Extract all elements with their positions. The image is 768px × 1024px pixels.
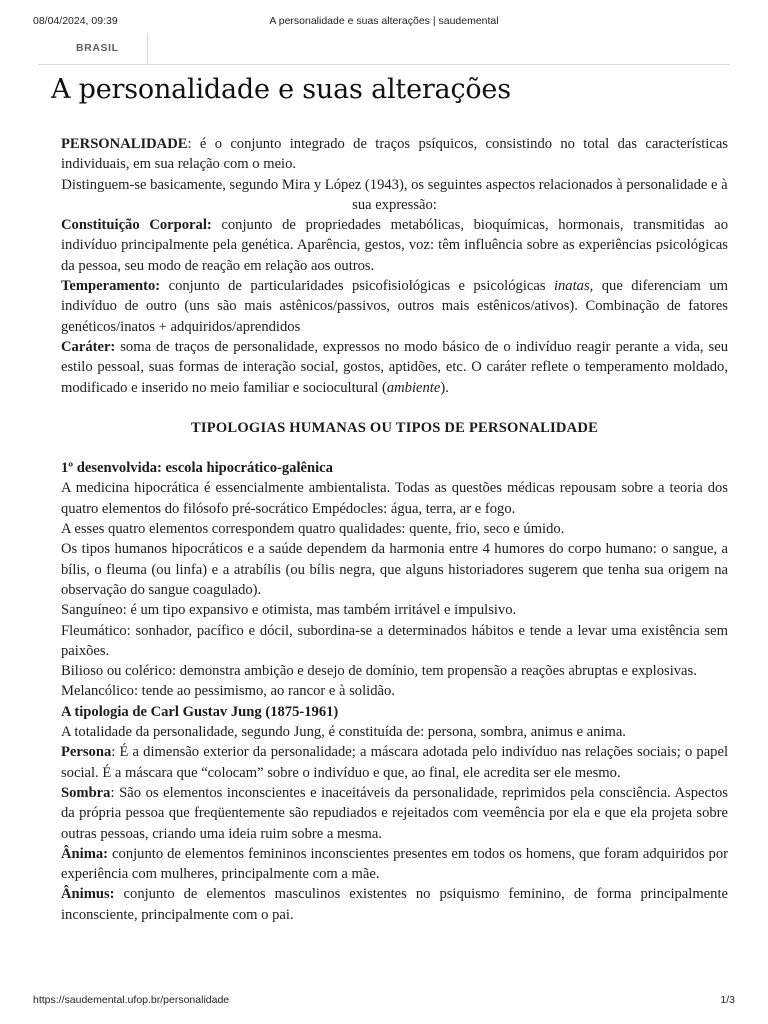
print-datetime: 08/04/2024, 09:39 [33, 15, 118, 27]
temperamento-italic: inatas [553, 278, 590, 295]
constituicao-paragraph [61, 215, 728, 276]
persona-paragraph [61, 742, 728, 783]
sombra-definition: : São os elementos inconscientes e inaceitáveis da personalidade, reprimidos pela consciência. Aspectos da própria pessoa que freqüentemente são repudiados e rejeitados com veemência por ela e que ela projeta sobre outras pessoas, criando uma ideia ruim sobre a mesma. [61, 784, 728, 842]
sombra-term: Sombra [61, 784, 111, 801]
print-page-title: A personalidade e suas alterações | saudemental [269, 15, 499, 27]
hipocratico-paragraph-2: A esses quatro elementos correspondem quatro qualidades: quente, frio, seco e úmido. [61, 521, 565, 538]
jung-heading: A tipologia de Carl Gustav Jung (1875-1961) [61, 703, 339, 720]
sombra-paragraph [61, 783, 728, 844]
print-header [0, 15, 768, 29]
fleumatico-paragraph: Fleumático: sonhador, pacífico e dócil, subordina-se a determinados hábitos e tende a levar uma existência sem paixões. [61, 622, 728, 659]
constituicao-definition: conjunto de propriedades metabólicas, bioquímicas, hormonais, transmitidas ao indivíduo principalmente pela genética. Aparência, gestos, voz: têm influência sobre as experiências psicológicas da pessoa, seu modo de reação em relação aos outros. [61, 217, 728, 274]
top-bar-divider [147, 33, 148, 64]
animus-paragraph [61, 884, 728, 925]
sanguineo-paragraph: Sanguíneo: é um tipo expansivo e otimista, mas também irritável e impulsivo. [61, 602, 517, 619]
print-footer [0, 994, 768, 1008]
hipocratico-paragraph-3: Os tipos humanos hipocráticos e a saúde dependem da harmonia entre 4 humores do corpo humano: o sangue, a bílis, o fleuma (ou linfa) e a atrabílis (ou bílis negra, que alguns historiadores sugerem que tenha sua origem na observação do sangue coagulado). [61, 541, 728, 598]
carater-definition-end: ). [440, 379, 449, 396]
temperamento-definition-end: , que diferenciam um indivíduo de outro (uns são mais astênicos/passivos, outros mais estênicos/ativos). Combinação de fatores genéticos/inatos + adquiridos/aprendidos [61, 278, 728, 335]
distinguem-paragraph: Distinguem-se basicamente, segundo Mira y López (1943), os seguintes aspectos relacionados à personalidade e à sua expressão: [61, 176, 728, 213]
bilioso-paragraph: Bilioso ou colérico: demonstra ambição e desejo de domínio, tem propensão a reações abruptas e explosivas. [61, 663, 697, 680]
site-top-bar [38, 33, 730, 65]
hipocratico-paragraph-1: A medicina hipocrática é essencialmente ambientalista. Todas as questões médicas repousam sobre a teoria dos quatro elementos do filósofo pré-socrático Empédocles: água, terra, ar e fogo. [61, 480, 728, 517]
persona-definition: : É a dimensão exterior da personalidade; a máscara adotada pelo indivíduo nas relações sociais; o papel social. É a máscara que “colocam” sobre o indivíduo e que, ao final, ele acredita ser ele mesmo. [61, 744, 728, 781]
page-title: A personalidade e suas alterações [51, 74, 511, 105]
hipocratico-heading: 1º desenvolvida: escola hipocrático-galênica [61, 460, 333, 477]
temperamento-paragraph [61, 276, 728, 337]
anima-term: Ânima: [61, 845, 109, 862]
print-url: https://saudemental.ufop.br/personalidade [33, 994, 230, 1006]
carater-paragraph [61, 337, 728, 398]
print-page-number: 1/3 [720, 994, 735, 1006]
carater-definition-start: soma de traços de personalidade, expressos no modo básico de o indivíduo reagir perante a vida, seu estilo pessoal, suas formas de interação social, gostos, aptidões, etc. O caráter reflete o temperamento moldado, modificado e inserido no meio familiar e sociocultural ( [61, 338, 728, 396]
temperamento-definition-start: conjunto de particularidades psicofisiológicas e psicológicas [160, 278, 554, 295]
animus-definition: conjunto de elementos masculinos existentes no psiquismo feminino, de forma principalmente inconsciente, principalmente com o pai. [61, 886, 728, 923]
melancolico-paragraph: Melancólico: tende ao pessimismo, ao rancor e à solidão. [61, 683, 395, 700]
temperamento-term: Temperamento: [61, 278, 161, 295]
personalidade-definition: : é o conjunto integrado de traços psíquicos, consistindo no total das características individuais, em sua relação com o meio. [61, 136, 728, 173]
jung-intro-paragraph: A totalidade da personalidade, segundo Jung, é constituída de: persona, sombra, animus e anima. [61, 724, 626, 741]
constituicao-term: Constituição Corporal: [61, 217, 212, 234]
persona-term: Persona [61, 744, 112, 761]
anima-paragraph [61, 844, 728, 885]
article-body [61, 134, 728, 925]
personalidade-term: PERSONALIDADE [61, 136, 188, 152]
personalidade-paragraph [61, 134, 728, 175]
carater-term: Caráter: [61, 338, 116, 355]
carater-italic: ambiente [386, 379, 441, 396]
brasil-link[interactable]: BRASIL [76, 42, 119, 54]
animus-term: Ânimus: [61, 886, 115, 903]
tipologias-heading: TIPOLOGIAS HUMANAS OU TIPOS DE PERSONALIDADE [190, 419, 599, 436]
anima-definition: conjunto de elementos femininos inconscientes presentes em todos os homens, que foram adquiridos por experiência com mulheres, principalmente com a mãe. [61, 845, 728, 883]
